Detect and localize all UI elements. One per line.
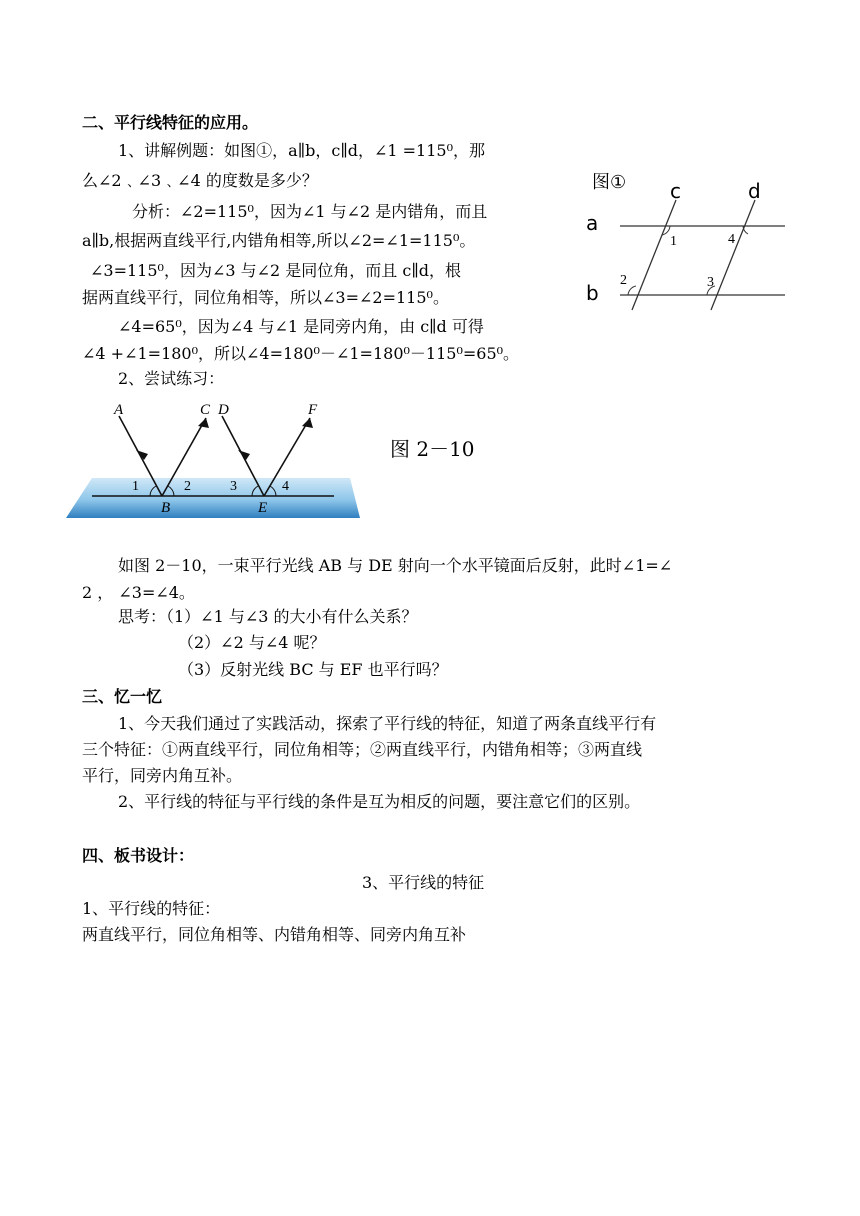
mirror-surface	[66, 478, 360, 518]
recap-item1-line2: 三个特征：①两直线平行，同位角相等；②两直线平行，内错角相等；③两直线	[82, 740, 643, 759]
practice-title: 2、尝试练习：	[118, 369, 225, 388]
angle1-label-2: 1	[132, 479, 139, 494]
label-d: d	[748, 179, 761, 203]
think-q3: （3）反射光线 BC 与 EF 也平行吗？	[178, 660, 448, 679]
recap-item1-line3: 平行，同旁内角互补。	[82, 766, 243, 785]
point-e: E	[258, 500, 268, 516]
angle2-arc	[628, 286, 636, 295]
recap-item1-line1: 1、今天我们通过了实践活动，探索了平行线的特征，知道了两条直线平行有	[118, 714, 657, 733]
angle1-label: 1	[670, 234, 677, 249]
label-a: a	[586, 211, 599, 235]
think-q1: 思考：（1）∠1 与∠3 的大小有什么关系？	[118, 607, 418, 626]
arrow-bc	[198, 418, 209, 428]
angle2-label: 2	[620, 273, 627, 288]
line-d	[711, 200, 755, 310]
figure2-diagram	[64, 398, 364, 523]
angle2-label-2: 2	[184, 479, 191, 494]
analysis-line1: 分析：∠2=115⁰，因为∠1 与∠2 是内错角，而且	[132, 202, 488, 221]
point-d: D	[218, 402, 229, 418]
point-f: F	[308, 402, 318, 418]
angle4-line2: ∠4 +∠1=180⁰，所以∠4=180⁰－∠1=180⁰－115⁰=65⁰。	[82, 344, 520, 363]
point-b: B	[161, 500, 171, 516]
angle3-label-2: 3	[230, 479, 237, 494]
section4-heading: 四、板书设计：	[82, 846, 195, 865]
example-line2: 么∠2﹑∠3﹑∠4 的度数是多少？	[82, 171, 318, 190]
section2-heading: 二、平行线特征的应用。	[82, 113, 259, 132]
angle4-label-2: 4	[282, 479, 289, 494]
think-q2: （2）∠2 与∠4 呢？	[178, 633, 326, 652]
figure2-caption: 图 2－10	[390, 437, 475, 461]
label-c: c	[670, 179, 681, 203]
board-item1: 1、平行线的特征：	[82, 899, 221, 918]
label-b: b	[586, 281, 599, 305]
point-a: A	[114, 402, 124, 418]
line-c	[632, 200, 676, 310]
arrow-ef	[302, 418, 313, 428]
recap-item2: 2、平行线的特征与平行线的条件是互为相反的问题，要注意它们的区别。	[118, 792, 641, 811]
section3-heading: 三、忆一忆	[82, 687, 163, 706]
example-line1: 1、讲解例题：如图①，a∥b，c∥d，∠1 =115⁰，那	[118, 141, 485, 160]
board-item2: 两直线平行，同位角相等、内错角相等、同旁内角互补	[82, 925, 467, 944]
analysis-line2: a∥b,根据两直线平行,内错角相等,所以∠2=∠1=115⁰。	[82, 231, 476, 250]
angle3-line2: 据两直线平行，同位角相等，所以∠3=∠2=115⁰。	[82, 288, 449, 307]
point-c: C	[200, 402, 211, 418]
figure1-caption: 图①	[592, 172, 627, 193]
angle4-label: 4	[728, 232, 735, 247]
angle4-line1: ∠4=65⁰，因为∠4 与∠1 是同旁内角，由 c∥d 可得	[118, 317, 484, 336]
practice-line2: 2 ， ∠3=∠4。	[82, 583, 195, 602]
angle3-label: 3	[707, 275, 714, 290]
figure1-diagram	[580, 160, 800, 330]
practice-line1: 如图 2－10，一束平行光线 AB 与 DE 射向一个水平镜面后反射，此时∠1=∠	[118, 556, 673, 575]
angle3-line1: ∠3=115⁰，因为∠3 与∠2 是同位角，而且 c∥d，根	[90, 261, 461, 280]
board-title: 3、平行线的特征	[362, 873, 485, 892]
